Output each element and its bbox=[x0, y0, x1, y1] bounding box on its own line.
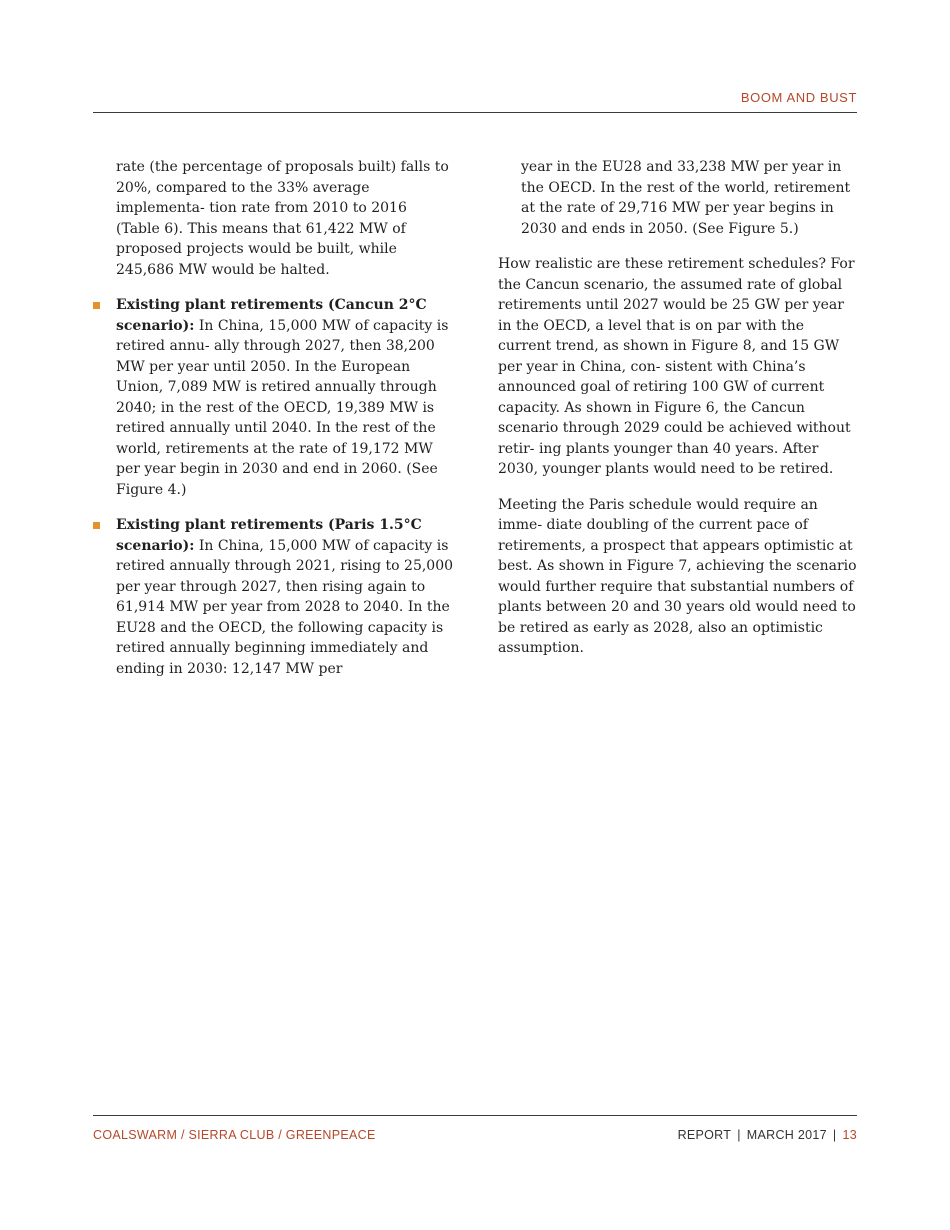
bullet-heading: Existing plant retirements (Cancun 2°C scenario): bbox=[116, 297, 427, 334]
footer-separator: | bbox=[832, 1128, 837, 1142]
running-header-title: BOOM AND BUST bbox=[740, 90, 857, 105]
right-column bbox=[498, 157, 860, 674]
bullet-text: In China, 15,000 MW of capacity is retired annu- ally through 2027, then 38,200 MW per year until 2050. In the European Union, 7,089 MW is retired annually through 2040; in the rest of the OECD, 19,389 MW is retired annually until 2040. In the rest of the world, retirements at the rate of 19,172 MW per year begin in 2030 and end in 2060. (See Figure 4.) bbox=[116, 317, 449, 498]
paragraph-text: year in the EU28 and 33,238 MW per year in the OECD. In the rest of the world, retirement at the rate of 29,716 MW per year begins in 2030 and ends in 2050. (See Figure 5.) bbox=[521, 159, 851, 237]
footer-organizations: COALSWARM / SIERRA CLUB / GREENPEACE bbox=[93, 1128, 376, 1142]
continued-bullet-text bbox=[498, 157, 860, 239]
footer-meta bbox=[678, 1128, 857, 1142]
bullet-item-cancun bbox=[93, 295, 455, 500]
body-paragraph: How realistic are these retirement schedules? For the Cancun scenario, the assumed rate of global retirements until 2027 would be 25 GW per year in the OECD, a level that is on par with the current trend, as shown in Figure 8, and 15 GW per year in China, con- sistent with China’s announced goal of retiring 100 GW of current capacity. As shown in Figure 6, the Cancun scenario through 2029 could be achieved without retir- ing plants younger than 40 years. After 2030, younger plants would need to be retired. bbox=[498, 256, 855, 477]
body-paragraph: Meeting the Paris schedule would require an imme- diate doubling of the current pace of retirements, a prospect that appears optimistic at best. As shown in Figure 7, achieving the scenario would further require that substantial numbers of plants between 20 and 30 years old would need to be retired as early as 2028, also an optimistic assumption. bbox=[498, 496, 857, 656]
bullet-item-paris bbox=[93, 515, 455, 679]
page-number: 13 bbox=[842, 1128, 857, 1142]
footer-separator: | bbox=[737, 1128, 741, 1142]
bullet-heading: Existing plant retirements (Paris 1.5°C scenario): bbox=[116, 517, 422, 554]
continued-paragraph bbox=[93, 157, 455, 280]
left-column bbox=[93, 157, 455, 694]
header-rule bbox=[93, 112, 857, 113]
footer-report-label: REPORT bbox=[677, 1128, 732, 1142]
footer-rule bbox=[93, 1115, 857, 1116]
bullet-text: In China, 15,000 MW of capacity is retired annually through 2021, rising to 25,000 per year through 2027, then rising again to 61,914 MW per year from 2028 to 2040. In the EU28 and the OECD, the following capacity is retired annually beginning immediately and ending in 2030: 12,147 MW per bbox=[116, 537, 454, 677]
square-bullet-icon bbox=[93, 302, 100, 309]
footer-date: MARCH 2017 bbox=[746, 1128, 827, 1142]
square-bullet-icon bbox=[93, 522, 100, 529]
paragraph-text: rate (the percentage of proposals built) falls to 20%, compared to the 33% average implementa- tion rate from 2010 to 2016 (Table 6). This means that 61,422 MW of proposed projects would be built, while 245,686 MW would be halted. bbox=[116, 159, 449, 278]
